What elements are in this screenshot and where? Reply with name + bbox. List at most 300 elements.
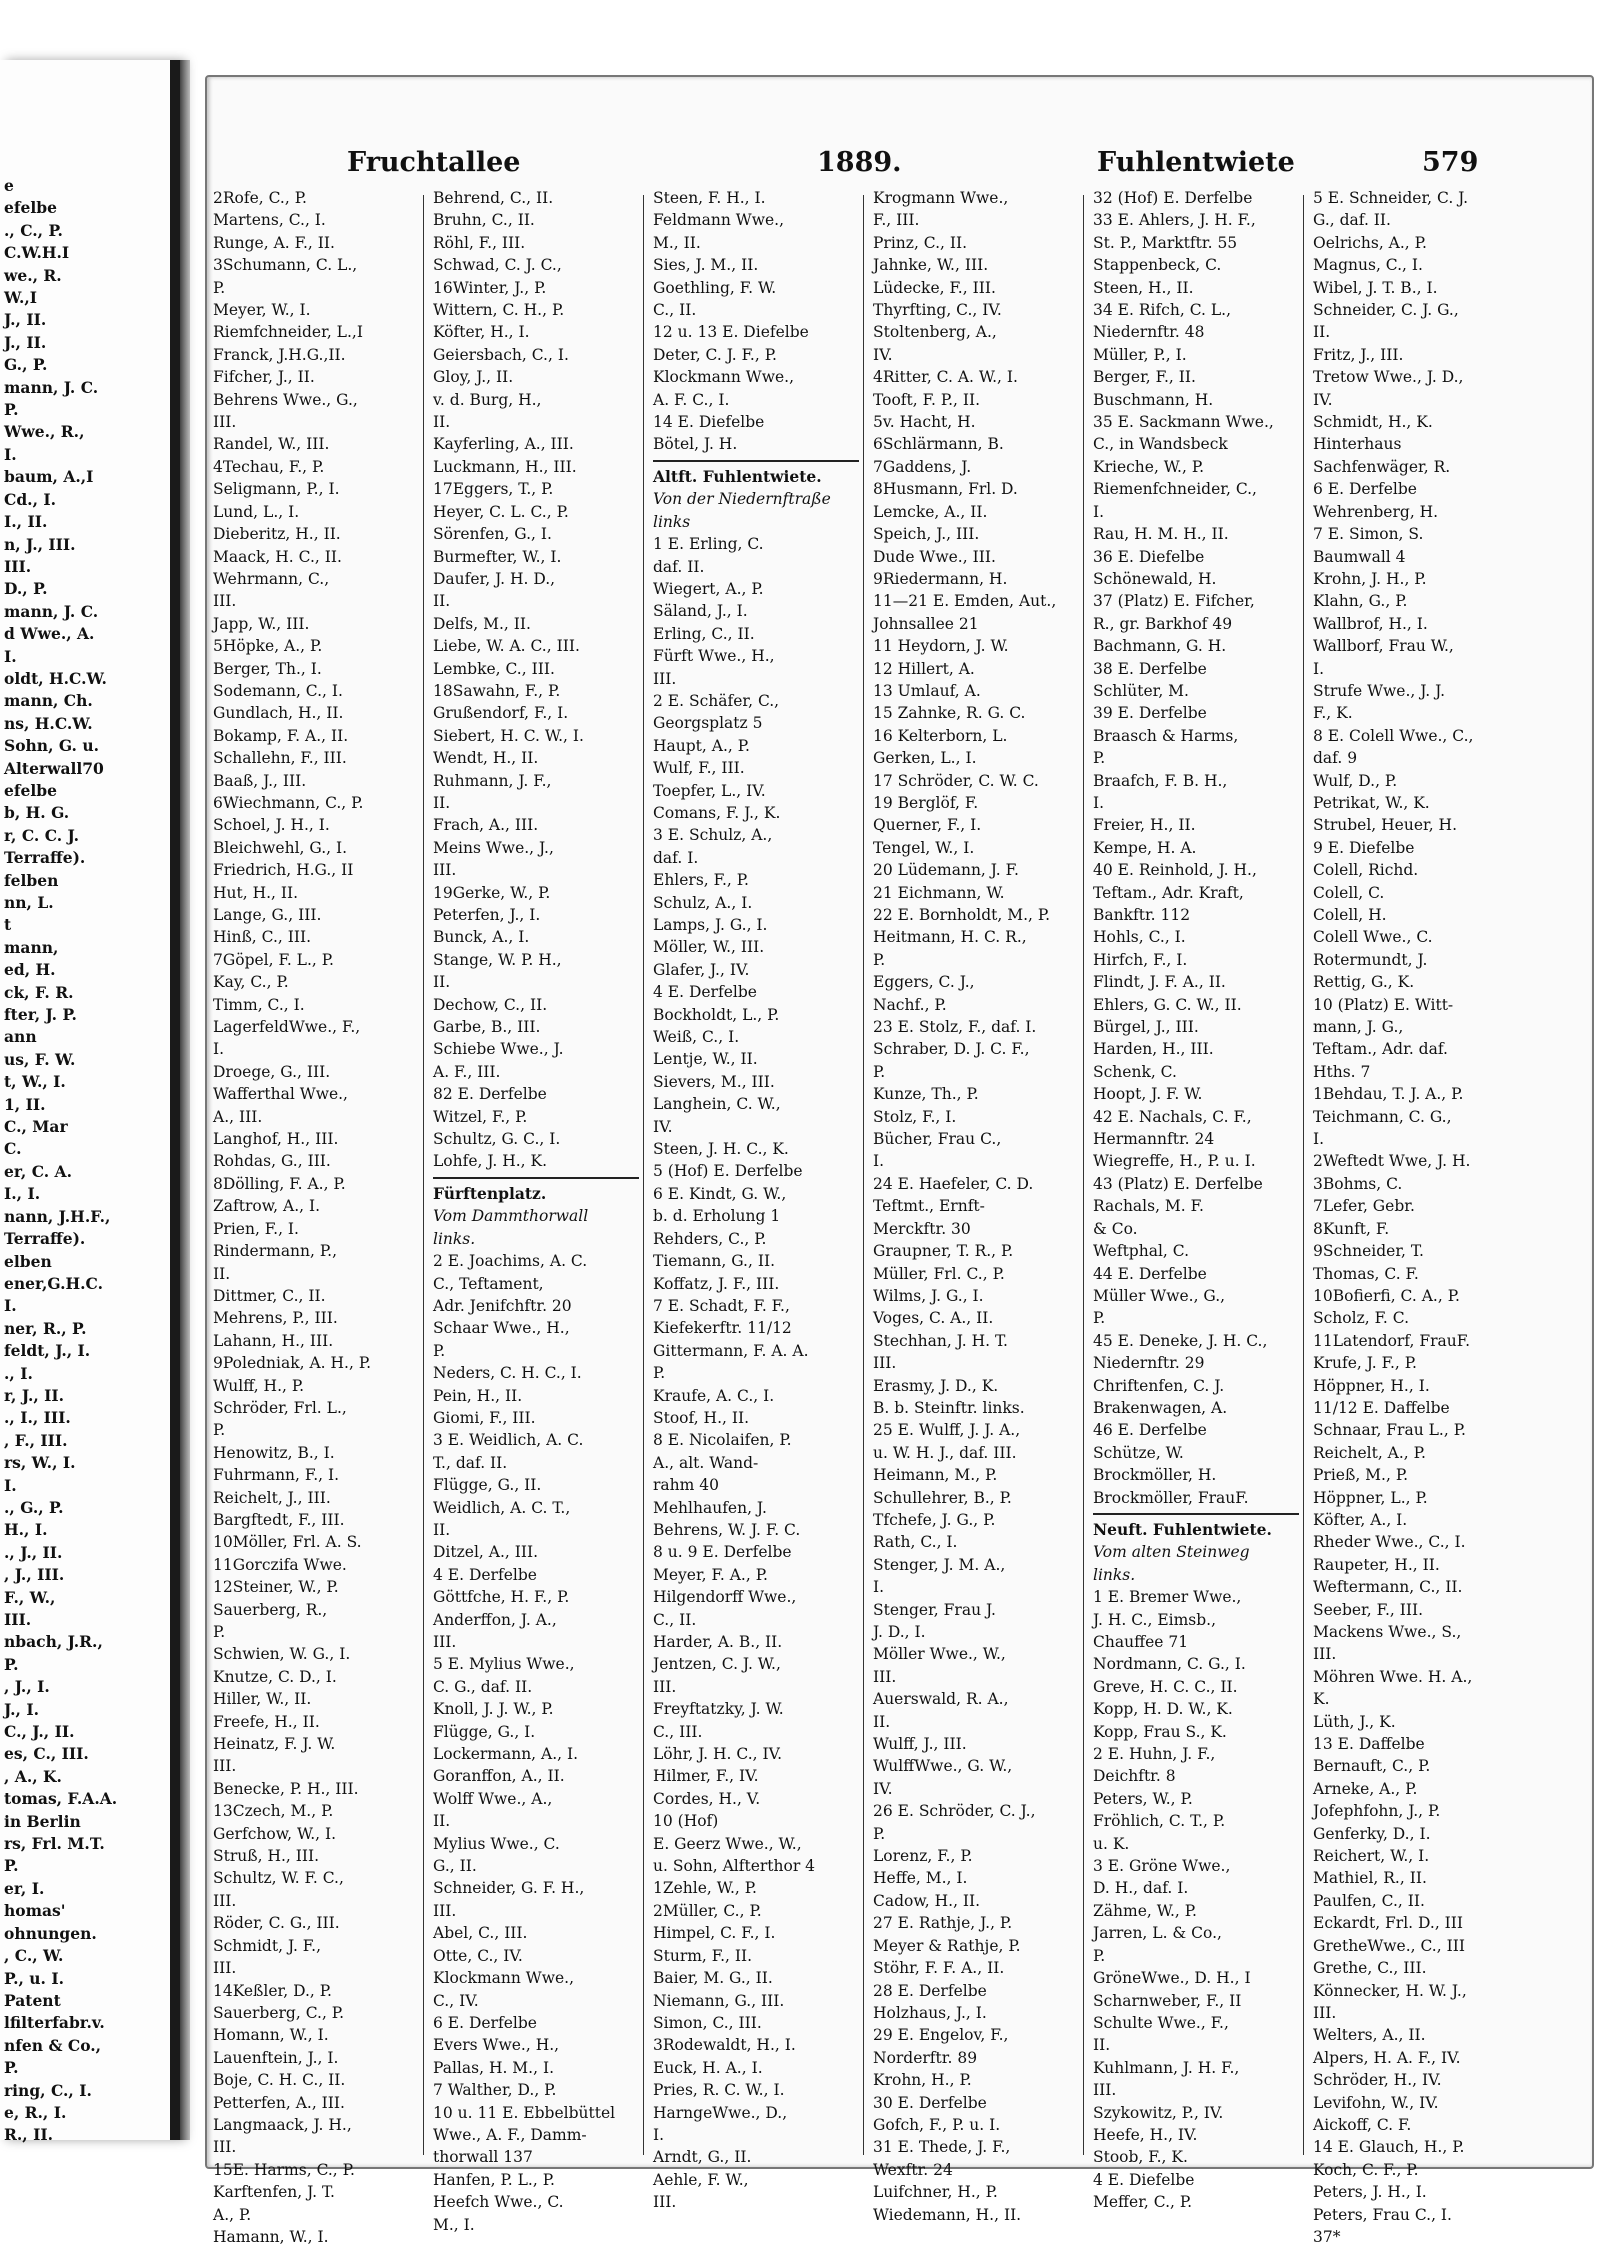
directory-entry: D. H., daf. I. bbox=[1093, 1879, 1189, 1898]
directory-entry: Wittern, C. H., P. bbox=[433, 301, 565, 320]
directory-entry: Fritz, J., III. bbox=[1313, 345, 1404, 364]
directory-entry: Querner, F., I. bbox=[873, 816, 982, 835]
section-rule bbox=[433, 1177, 639, 1179]
directory-entry: C., III. bbox=[653, 1722, 703, 1741]
directory-entry: Langhof, H., III. bbox=[213, 1130, 339, 1149]
directory-entry: III. bbox=[213, 413, 237, 432]
fragment-line: ck, F. R. bbox=[4, 982, 74, 1002]
fragment-line: III. bbox=[4, 1610, 32, 1629]
directory-entry: Wehrmann, C., bbox=[213, 569, 330, 588]
directory-entry: 12 Hillert, A. bbox=[873, 659, 975, 678]
directory-entry: Kay, C., P. bbox=[213, 973, 289, 992]
directory-entry: II. bbox=[433, 592, 451, 611]
fragment-line: ., G., P. bbox=[4, 1497, 64, 1517]
directory-entry: Meyer, F. A., P. bbox=[653, 1565, 768, 1584]
directory-entry: Sauerberg, R., bbox=[213, 1600, 328, 1619]
directory-entry: Mathiel, R., II. bbox=[1313, 1869, 1427, 1888]
directory-entry: Schwien, W. G., I. bbox=[213, 1645, 351, 1664]
directory-entry: Karftenfen, J. T. bbox=[213, 2183, 335, 2202]
directory-page bbox=[205, 75, 1594, 2246]
directory-entry: 11Gorczifa Wwe. bbox=[213, 1555, 347, 1574]
directory-entry: 6Wiechmann, C., P. bbox=[213, 793, 364, 812]
fragment-line: tomas, F.A.A. bbox=[4, 1789, 118, 1809]
directory-entry: Schultz, W. F. C., bbox=[213, 1869, 344, 1888]
directory-entry: Schröder, Frl. L., bbox=[213, 1398, 347, 1417]
directory-entry: Hut, H., II. bbox=[213, 883, 299, 902]
directory-entry: Sodemann, C., I. bbox=[213, 681, 343, 700]
left-running-title: Fruchtallee bbox=[347, 147, 521, 178]
directory-entry: & Co. bbox=[1093, 1219, 1138, 1238]
directory-entry: 5 E. Mylius Wwe., bbox=[433, 1655, 575, 1674]
street-heading: Neuft. Fuhlentwiete. bbox=[1093, 1519, 1272, 1539]
directory-entry: III. bbox=[213, 1891, 237, 1910]
fragment-line: Wwe., R., bbox=[4, 422, 85, 442]
fragment-line: ann bbox=[4, 1027, 37, 1047]
fragment-line: , F., III. bbox=[4, 1430, 68, 1450]
directory-entry: Hilmer, F., IV. bbox=[653, 1767, 759, 1786]
directory-entry: Bankftr. 112 bbox=[1093, 906, 1191, 924]
directory-entry: Baumwall 4 bbox=[1313, 547, 1406, 566]
directory-entry: Wwe., A. F., Damm- bbox=[433, 2125, 587, 2144]
directory-entry: Niedernftr. 48 bbox=[1093, 323, 1205, 342]
directory-entry: Bötel, J. H. bbox=[653, 435, 738, 454]
directory-entry: Witzel, F., P. bbox=[433, 1107, 528, 1126]
fragment-line: Terraffe). bbox=[4, 848, 86, 868]
directory-entry: 34 E. Rifch, C. L., bbox=[1093, 301, 1232, 320]
directory-entry: Prinz, C., II. bbox=[873, 233, 968, 252]
directory-entry: Wafferthal Wwe., bbox=[213, 1085, 348, 1104]
directory-entry: II. bbox=[213, 1264, 231, 1283]
directory-entry: II. bbox=[433, 1812, 451, 1831]
street-heading: Altft. Fuhlentwiete. bbox=[653, 466, 822, 486]
directory-entry: Schmidt, H., K. bbox=[1313, 413, 1433, 432]
directory-entry: Braasch & Harms, bbox=[1093, 726, 1239, 745]
book-gutter bbox=[180, 60, 190, 2140]
directory-entry: Hanfen, P. L., P. bbox=[433, 2170, 555, 2189]
directory-entry: Himpel, C. F., I. bbox=[653, 1924, 776, 1943]
directory-entry: 4 E. Derfelbe bbox=[653, 983, 757, 1002]
directory-entry: Colell, H. bbox=[1313, 906, 1387, 924]
directory-entry: Pries, R. C. W., I. bbox=[653, 2081, 785, 2100]
fragment-line: feldt, J., I. bbox=[4, 1341, 91, 1361]
column-3 bbox=[653, 187, 859, 2212]
directory-entry: Bruhn, C., II. bbox=[433, 211, 535, 230]
directory-entry: Geiersbach, C., I. bbox=[433, 345, 569, 364]
directory-entry: Thomas, C. F. bbox=[1313, 1264, 1419, 1283]
directory-entry: Schwad, C. J. C., bbox=[433, 256, 562, 275]
directory-entry: 4 E. Derfelbe bbox=[433, 1565, 537, 1584]
fragment-line: efelbe bbox=[4, 780, 57, 800]
directory-entry: 6Schlärmann, B. bbox=[873, 435, 1004, 454]
directory-entry: Klockmann Wwe., bbox=[653, 368, 794, 387]
directory-entry: G., daf. II. bbox=[1313, 211, 1391, 230]
directory-entry: Schlüter, M. bbox=[1093, 681, 1189, 700]
fragment-line: Cd., I. bbox=[4, 489, 57, 509]
directory-entry: Wiedemann, H., II. bbox=[873, 2205, 1022, 2224]
directory-entry: Heitmann, H. C. R., bbox=[873, 928, 1027, 947]
directory-entry: Lorenz, F., P. bbox=[873, 1847, 973, 1866]
fragment-line: ns, H.C.W. bbox=[4, 713, 93, 733]
directory-entry: Bunck, A., I. bbox=[433, 928, 530, 947]
directory-entry: 10 (Platz) E. Witt- bbox=[1313, 995, 1454, 1014]
directory-entry: Peters, W., P. bbox=[1093, 1789, 1193, 1808]
fragment-line: t bbox=[4, 915, 12, 935]
directory-entry: Wiegreffe, H., P. u. I. bbox=[1093, 1152, 1256, 1171]
directory-entry: Wallbrof, H., I. bbox=[1313, 614, 1428, 633]
directory-entry: 26 E. Schröder, C. J., bbox=[873, 1802, 1036, 1821]
directory-entry: Schoel, J. H., I. bbox=[213, 816, 330, 835]
directory-entry: GretheWwe., C., III bbox=[1313, 1936, 1465, 1955]
directory-entry: Ditzel, A., III. bbox=[433, 1543, 539, 1562]
directory-entry: Toepfer, L., IV. bbox=[653, 781, 766, 800]
directory-entry: Friedrich, H.G., II bbox=[213, 861, 354, 880]
directory-entry: Brockmöller, H. bbox=[1093, 1466, 1217, 1485]
directory-entry: Mehrens, P., III. bbox=[213, 1309, 338, 1328]
directory-entry: Alpers, H. A. F., IV. bbox=[1313, 2048, 1461, 2067]
directory-entry: Strubel, Heuer, H. bbox=[1313, 816, 1457, 835]
directory-entry: III. bbox=[1313, 2003, 1337, 2022]
directory-entry: Magnus, C., I. bbox=[1313, 256, 1423, 275]
directory-entry: Mehlhaufen, J. bbox=[653, 1498, 767, 1517]
directory-entry: Bokamp, F. A., II. bbox=[213, 726, 349, 745]
directory-entry: Tfchefe, J. G., P. bbox=[873, 1510, 996, 1529]
directory-entry: Speich, J., III. bbox=[873, 525, 980, 544]
directory-entry: Bernauft, C., P. bbox=[1313, 1757, 1431, 1776]
directory-entry: 8 u. 9 E. Derfelbe bbox=[653, 1543, 792, 1562]
fragment-line: nfen & Co., bbox=[4, 2035, 102, 2055]
directory-entry: Müller, Frl. C., P. bbox=[873, 1264, 1005, 1283]
directory-entry: Buschmann, H. bbox=[1093, 390, 1214, 409]
directory-entry: Kunze, Th., P. bbox=[873, 1085, 979, 1104]
directory-entry: II. bbox=[433, 973, 451, 992]
directory-entry: G., II. bbox=[433, 1857, 477, 1876]
fragment-line: C., Mar bbox=[4, 1117, 68, 1137]
fragment-line: G., P. bbox=[4, 355, 48, 375]
directory-entry: v. d. Burg, H., bbox=[433, 390, 542, 409]
directory-entry: A., alt. Wand- bbox=[653, 1453, 759, 1472]
directory-entry: Freefe, H., II. bbox=[213, 1712, 320, 1731]
directory-entry: Heinatz, F. J. W. bbox=[213, 1735, 336, 1754]
directory-entry: Mylius Wwe., C. bbox=[433, 1834, 560, 1853]
directory-entry: Bürgel, J., III. bbox=[1093, 1018, 1199, 1037]
directory-entry: Deichftr. 8 bbox=[1093, 1767, 1176, 1786]
directory-entry: T., daf. II. bbox=[433, 1453, 508, 1472]
directory-entry: Braafch, F. B. H., bbox=[1093, 771, 1228, 790]
directory-entry: Heefch Wwe., C. bbox=[433, 2193, 564, 2212]
directory-entry: Dieberitz, H., II. bbox=[213, 525, 341, 544]
directory-entry: Schnaar, Frau L., P. bbox=[1313, 1421, 1466, 1440]
directory-entry: Otte, C., IV. bbox=[433, 1946, 523, 1965]
directory-entry: Teftam., Adr. Kraft, bbox=[1093, 883, 1244, 902]
directory-entry: Goethling, F. W. bbox=[653, 278, 777, 297]
directory-entry: Schmidt, J. F., bbox=[213, 1936, 322, 1955]
directory-entry: Graupner, T. R., P. bbox=[873, 1242, 1014, 1261]
directory-entry: 9 E. Diefelbe bbox=[1313, 838, 1415, 857]
directory-entry: P. bbox=[1093, 1946, 1106, 1965]
directory-entry: Peters, Frau C., I. bbox=[1313, 2205, 1452, 2224]
street-subheading: Vom alten Steinweg bbox=[1093, 1543, 1250, 1562]
directory-entry: 11 Heydorn, J. W. bbox=[873, 637, 1009, 656]
directory-entry: 7Lefer, Gebr. bbox=[1313, 1197, 1415, 1216]
directory-entry: 8Kunft, F. bbox=[1313, 1219, 1390, 1238]
directory-entry: Kempe, H. A. bbox=[1093, 838, 1197, 857]
directory-entry: III. bbox=[653, 1677, 677, 1696]
fragment-line: I. bbox=[4, 646, 17, 666]
directory-entry: C., in Wandsbeck bbox=[1093, 435, 1228, 454]
directory-entry: C., II. bbox=[653, 301, 697, 320]
directory-entry: II. bbox=[433, 413, 451, 432]
directory-entry: Sauerberg, C., P. bbox=[213, 2003, 345, 2022]
directory-entry: Tooft, F. P., II. bbox=[873, 390, 981, 409]
directory-entry: Schallehn, F., III. bbox=[213, 749, 347, 768]
directory-entry: 27 E. Rathje, J., P. bbox=[873, 1914, 1013, 1933]
directory-entry: Kraufe, A. C., I. bbox=[653, 1386, 775, 1405]
directory-entry: II. bbox=[1093, 2036, 1111, 2055]
directory-entry: Kopp, H. D. W., K. bbox=[1093, 1700, 1233, 1719]
directory-entry: Hirfch, F., I. bbox=[1093, 950, 1188, 969]
fragment-line: J., I. bbox=[4, 1699, 39, 1719]
directory-entry: I. bbox=[653, 2125, 665, 2144]
directory-entry: Baier, M. G., II. bbox=[653, 1969, 773, 1988]
fragment-line: I. bbox=[4, 1296, 17, 1316]
directory-entry: 14 E. Diefelbe bbox=[653, 413, 765, 432]
directory-entry: Kayferling, A., III. bbox=[433, 435, 574, 454]
fragment-line: I., I. bbox=[4, 1184, 41, 1204]
directory-entry: Kuhlmann, J. H. F., bbox=[1093, 2058, 1240, 2077]
directory-entry: Haupt, A., P. bbox=[653, 736, 750, 755]
fragment-line: homas' bbox=[4, 1901, 66, 1921]
directory-entry: Weftermann, C., II. bbox=[1313, 1578, 1463, 1597]
directory-entry: Krogmann Wwe., bbox=[873, 189, 1009, 207]
directory-entry: Sievers, M., III. bbox=[653, 1072, 775, 1091]
directory-entry: Möller, W., III. bbox=[653, 938, 765, 957]
directory-entry: Freyftatzky, J. W. bbox=[653, 1700, 784, 1719]
directory-entry: LagerfeldWwe., F., bbox=[213, 1018, 361, 1037]
fragment-line: P. bbox=[4, 1654, 19, 1674]
directory-entry: Prien, F., I. bbox=[213, 1219, 299, 1238]
fragment-line: P. bbox=[4, 1856, 19, 1876]
directory-entry: Anderffon, J. A., bbox=[433, 1610, 557, 1629]
directory-entry: 7Göpel, F. L., P. bbox=[213, 950, 334, 969]
directory-entry: P. bbox=[873, 950, 886, 969]
directory-entry: Heimann, M., P. bbox=[873, 1466, 998, 1485]
directory-entry: Eckardt, Frl. D., III bbox=[1313, 1914, 1464, 1933]
fragment-line: ., C., P. bbox=[4, 220, 63, 240]
directory-entry: Welters, A., II. bbox=[1313, 2026, 1426, 2045]
directory-entry: 12Steiner, W., P. bbox=[213, 1578, 339, 1597]
directory-entry: Wilms, J. G., I. bbox=[873, 1286, 984, 1305]
directory-entry: 43 (Platz) E. Derfelbe bbox=[1093, 1174, 1263, 1193]
directory-entry: Lemcke, A., II. bbox=[873, 502, 988, 521]
directory-entry: Müller Wwe., G., bbox=[1093, 1286, 1226, 1305]
directory-entry: 3 E. Weidlich, A. C. bbox=[433, 1431, 584, 1450]
directory-entry: Simon, C., III. bbox=[653, 2013, 762, 2032]
directory-entry: Löhr, J. H. C., IV. bbox=[653, 1745, 783, 1764]
directory-entry: Köfter, A., I. bbox=[1313, 1510, 1408, 1529]
directory-entry: 6 E. Derfelbe bbox=[1313, 480, 1417, 499]
directory-entry: Hilgendorff Wwe., bbox=[653, 1588, 797, 1607]
directory-entry: 39 E. Derfelbe bbox=[1093, 704, 1207, 723]
directory-entry: Teftmt., Ernft- bbox=[873, 1197, 985, 1216]
directory-entry: Abel, C., III. bbox=[433, 1924, 528, 1943]
directory-entry: 3 E. Gröne Wwe., bbox=[1093, 1857, 1231, 1876]
directory-entry: Lahann, H., III. bbox=[213, 1331, 334, 1350]
fragment-line: elben bbox=[4, 1251, 52, 1271]
directory-entry: 2Weftedt Wwe, J. H. bbox=[1313, 1152, 1471, 1171]
directory-entry: 42 E. Nachals, C. F., bbox=[1093, 1107, 1252, 1126]
directory-entry: Teichmann, C. G., bbox=[1313, 1107, 1452, 1126]
directory-entry: Stöhr, F. F. A., II. bbox=[873, 1959, 1005, 1978]
fragment-line: us, F. W. bbox=[4, 1049, 76, 1069]
fragment-line: , C., W. bbox=[4, 1946, 64, 1966]
directory-entry: Wibel, J. T. B., I. bbox=[1313, 278, 1438, 297]
directory-entry: Schullehrer, B., P. bbox=[873, 1488, 1012, 1507]
directory-entry: Adr. Jenifchftr. 20 bbox=[433, 1296, 572, 1315]
directory-entry: 29 E. Engelov, F., bbox=[873, 2026, 1009, 2045]
directory-entry: Dude Wwe., III. bbox=[873, 547, 996, 566]
directory-entry: Wexftr. 24 bbox=[873, 2160, 953, 2179]
directory-entry: 13Czech, M., P. bbox=[213, 1802, 334, 1821]
directory-entry: Comans, F. J., K. bbox=[653, 803, 781, 822]
fragment-line: oldt, H.C.W. bbox=[4, 668, 107, 688]
directory-entry: Weidlich, A. C. T., bbox=[433, 1498, 571, 1517]
fragment-line: Alterwall70 bbox=[4, 758, 104, 778]
directory-entry: 5v. Hacht, H. bbox=[873, 413, 976, 432]
fragment-line: mann, bbox=[4, 937, 59, 957]
directory-entry: B. b. Steinftr. links. bbox=[873, 1398, 1025, 1417]
directory-entry: Knutze, C. D., I. bbox=[213, 1667, 337, 1686]
directory-entry: Schiebe Wwe., J. bbox=[433, 1040, 564, 1059]
previous-page-fragment bbox=[0, 60, 180, 2145]
directory-entry: III. bbox=[213, 1757, 237, 1776]
directory-entry: Runge, A. F., II. bbox=[213, 233, 335, 252]
directory-entry: Luifchner, H., P. bbox=[873, 2183, 998, 2202]
fragment-line: , A., K. bbox=[4, 1766, 62, 1786]
directory-entry: Garbe, B., III. bbox=[433, 1018, 541, 1037]
directory-entry: 4Ritter, C. A. W., I. bbox=[873, 368, 1018, 387]
directory-entry: 2 E. Schäfer, C., bbox=[653, 691, 780, 710]
directory-entry: 8 E. Nicolaifen, P. bbox=[653, 1431, 792, 1450]
directory-entry: Meins Wwe., J., bbox=[433, 838, 554, 857]
directory-entry: Chriftenfen, C. J. bbox=[1093, 1376, 1225, 1395]
fragment-line: ohnungen. bbox=[4, 1923, 97, 1943]
directory-entry: 18Sawahn, F., P. bbox=[433, 681, 561, 700]
directory-entry: Krohn, H., P. bbox=[873, 2071, 972, 2090]
directory-entry: Hths. 7 bbox=[1313, 1062, 1371, 1081]
directory-entry: Schulz, A., I. bbox=[653, 893, 753, 912]
column-divider bbox=[863, 195, 864, 2155]
directory-entry: 6 E. Kindt, G. W., bbox=[653, 1184, 787, 1203]
directory-entry: Lüdecke, F., III. bbox=[873, 278, 996, 297]
directory-entry: Flügge, G., II. bbox=[433, 1476, 542, 1495]
fragment-line: er, C. A. bbox=[4, 1161, 72, 1181]
directory-entry: Hamann, W., I. bbox=[213, 2227, 329, 2246]
directory-entry: daf. I. bbox=[653, 848, 699, 867]
directory-entry: C., II. bbox=[653, 1610, 697, 1629]
directory-entry: 24 E. Haefeler, C. D. bbox=[873, 1174, 1034, 1193]
fragment-line: efelbe bbox=[4, 198, 57, 218]
fragment-line: ., I., III. bbox=[4, 1408, 71, 1428]
directory-entry: Rachals, M. F. bbox=[1093, 1197, 1204, 1216]
directory-entry: 8Dölling, F. A., P. bbox=[213, 1174, 346, 1193]
directory-entry: Heefe, H., IV. bbox=[1093, 2125, 1198, 2144]
directory-entry: 28 E. Derfelbe bbox=[873, 1981, 987, 2000]
directory-entry: 45 E. Deneke, J. H. C., bbox=[1093, 1331, 1268, 1350]
section-rule bbox=[1093, 1513, 1299, 1515]
fragment-line: t, W., I. bbox=[4, 1072, 66, 1092]
directory-entry: III. bbox=[653, 2193, 677, 2212]
directory-entry: Georgsplatz 5 bbox=[653, 714, 763, 733]
directory-entry: Berger, Th., I. bbox=[213, 659, 322, 678]
directory-entry: III. bbox=[433, 861, 457, 880]
directory-entry: Sörenfen, G., I. bbox=[433, 525, 552, 544]
directory-entry: Petterfen, A., III. bbox=[213, 2093, 345, 2112]
directory-entry: IV. bbox=[873, 345, 893, 364]
directory-entry: 5 (Hof) E. Derfelbe bbox=[653, 1162, 803, 1181]
directory-entry: Köfter, H., I. bbox=[433, 323, 530, 342]
directory-entry: Schulte Wwe., F., bbox=[1093, 2013, 1229, 2032]
directory-entry: Krufe, J. F., P. bbox=[1313, 1354, 1417, 1373]
directory-entry: Chauffee 71 bbox=[1093, 1633, 1189, 1651]
directory-entry: Rheder Wwe., C., I. bbox=[1313, 1533, 1466, 1552]
directory-entry: Erling, C., II. bbox=[653, 624, 755, 643]
directory-entry: Weiß, C., I. bbox=[653, 1028, 740, 1047]
directory-entry: 22 E. Bornholdt, M., P. bbox=[873, 906, 1051, 924]
column-4 bbox=[873, 187, 1079, 2224]
directory-entry: Schütze, W. bbox=[1093, 1443, 1184, 1462]
directory-entry: P. bbox=[433, 1341, 446, 1360]
directory-entry: Rehders, C., P. bbox=[653, 1229, 767, 1248]
directory-entry: Stange, W. P. H., bbox=[433, 950, 562, 969]
directory-entry: Schaar Wwe., H., bbox=[433, 1319, 570, 1338]
fragment-line: W.,I bbox=[4, 288, 38, 308]
directory-entry: P. bbox=[1093, 1309, 1106, 1328]
directory-entry: Colell, C. bbox=[1313, 883, 1385, 902]
directory-entry: 10Möller, Frl. A. S. bbox=[213, 1533, 362, 1552]
fragment-line: nann, J.H.F., bbox=[4, 1206, 111, 1226]
directory-entry: Gerken, L., I. bbox=[873, 749, 977, 768]
directory-entry: 25 E. Wulff, J. J. A., bbox=[873, 1421, 1021, 1440]
street-subheading: Vom Dammthorwall bbox=[433, 1207, 589, 1226]
directory-entry: Heyer, C. L. C., P. bbox=[433, 502, 569, 521]
directory-entry: Harder, A. B., II. bbox=[653, 1633, 783, 1651]
directory-entry: A., III. bbox=[213, 1107, 263, 1126]
directory-entry: I. bbox=[873, 1578, 885, 1597]
directory-entry: Gittermann, F. A. A. bbox=[653, 1341, 809, 1360]
directory-entry: mann, J. G., bbox=[1313, 1018, 1404, 1037]
directory-entry: Wulff, H., P. bbox=[213, 1376, 305, 1395]
directory-entry: 30 E. Derfelbe bbox=[873, 2093, 987, 2112]
directory-entry: Meyer & Rathje, P. bbox=[873, 1936, 1021, 1955]
directory-entry: 1Behdau, T. J. A., P. bbox=[1313, 1085, 1464, 1104]
directory-entry: II. bbox=[873, 1712, 891, 1731]
directory-entry: Jofephfohn, J., P. bbox=[1313, 1802, 1441, 1821]
directory-entry: 3Bohms, C. bbox=[1313, 1174, 1403, 1193]
directory-entry: daf. 9 bbox=[1313, 749, 1358, 768]
directory-entry: Arneke, A., P. bbox=[1313, 1779, 1418, 1798]
directory-entry: 7 E. Simon, S. bbox=[1313, 525, 1424, 544]
fragment-line: d Wwe., A. bbox=[4, 624, 95, 644]
directory-entry: Hermannftr. 24 bbox=[1093, 1130, 1215, 1149]
directory-entry: Homann, W., I. bbox=[213, 2026, 329, 2045]
directory-entry: Göttfche, H. F., P. bbox=[433, 1588, 570, 1607]
directory-entry: P. bbox=[653, 1364, 666, 1383]
directory-entry: III. bbox=[213, 592, 237, 611]
directory-entry: Möhren Wwe. H. A., bbox=[1313, 1667, 1473, 1686]
directory-entry: F., III. bbox=[873, 211, 920, 230]
directory-entry: Klockmann Wwe., bbox=[433, 1969, 574, 1988]
directory-entry: Reichelt, J., III. bbox=[213, 1488, 331, 1507]
